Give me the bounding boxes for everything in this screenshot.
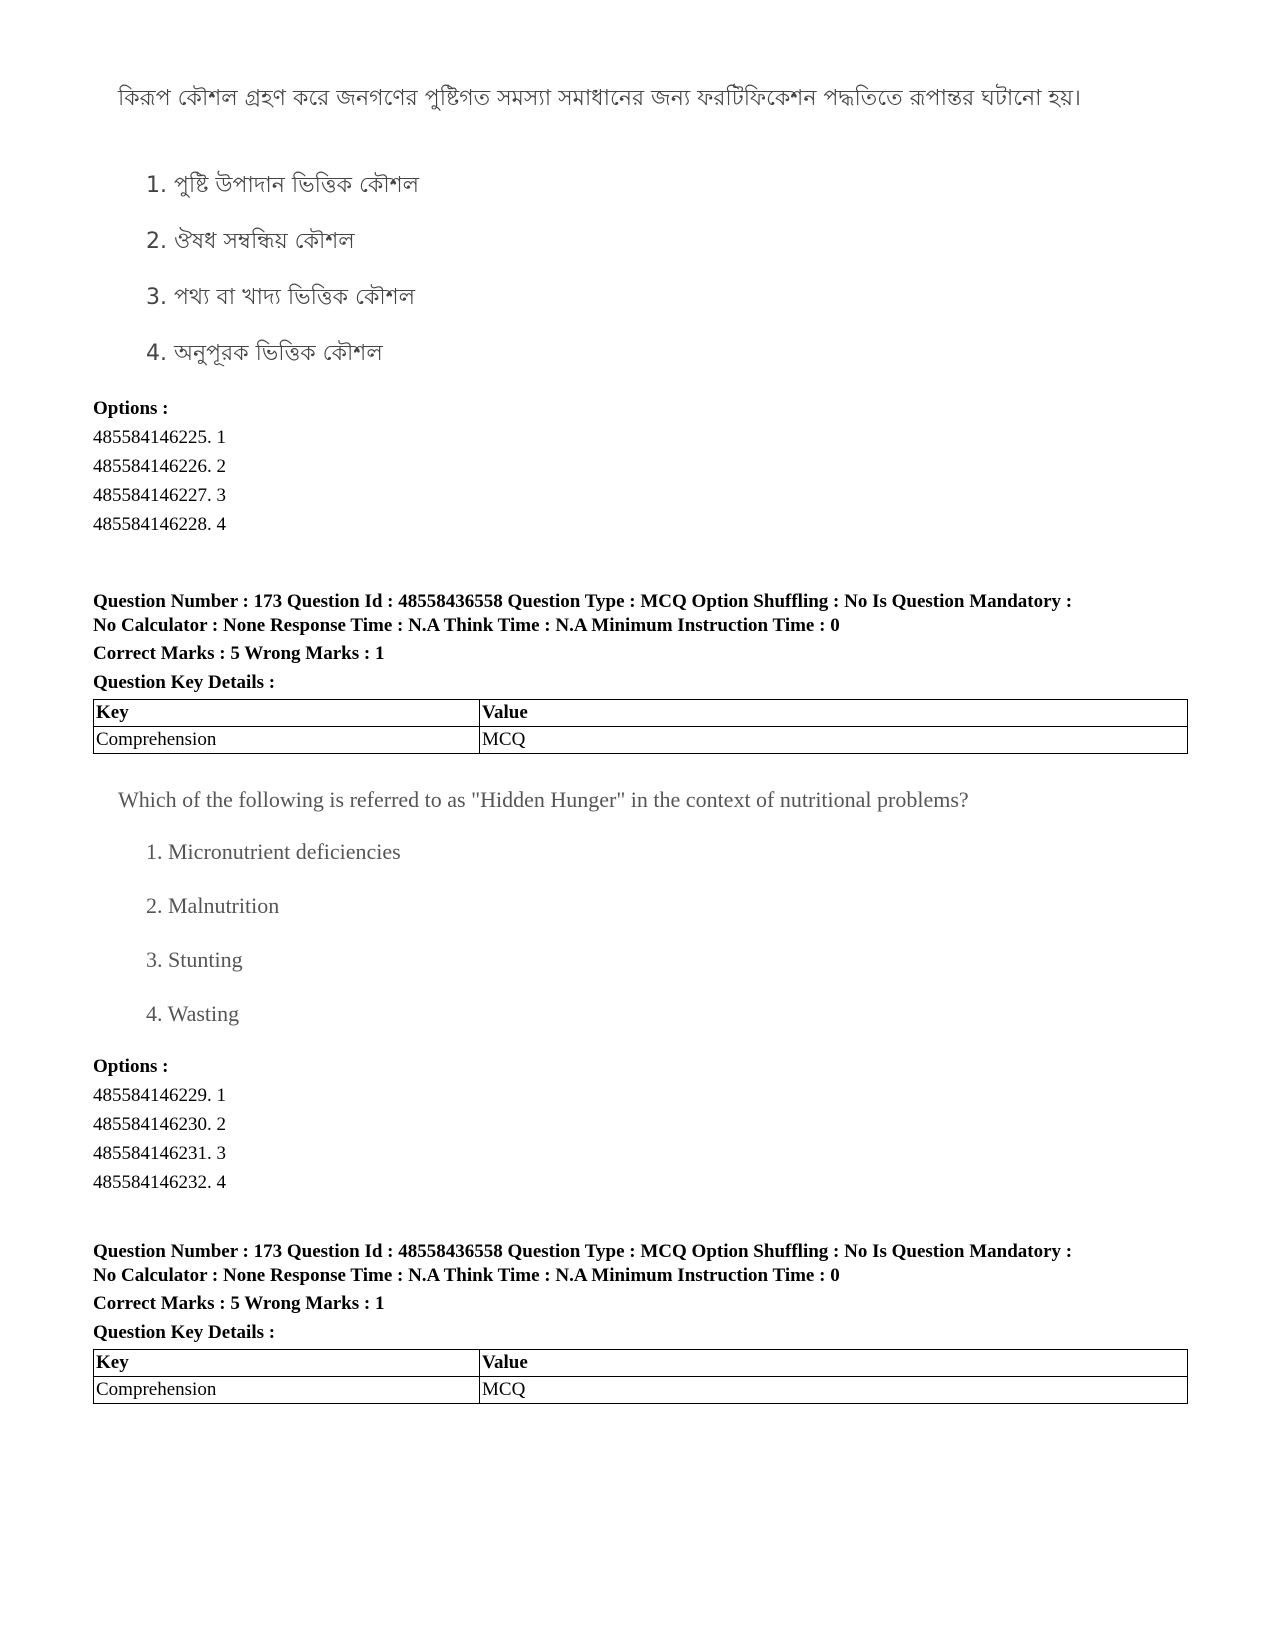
question-3-meta	[93, 1240, 1188, 1404]
question-meta-line-1: Question Number : 173 Question Id : 48558436558 Question Type : MCQ Option Shuffling : No Is Question Mandatory :	[93, 1241, 1073, 1262]
question-1-choice-1: 1. পুষ্টি উপাদান ভিত্তিক কৌশল	[146, 173, 420, 198]
option-item: 485584146226. 2	[93, 456, 226, 477]
question-2-choice-3: 3. Stunting	[146, 947, 243, 972]
table-cell-value: MCQ	[480, 727, 1188, 754]
option-item: 485584146230. 2	[93, 1114, 226, 1135]
question-1-choice-3: 3. পথ্য বা খাদ্য ভিত্তিক কৌশল	[146, 285, 416, 310]
marks-line: Correct Marks : 5 Wrong Marks : 1	[93, 643, 385, 664]
table-row	[94, 727, 1188, 754]
key-details-label: Question Key Details :	[93, 1322, 276, 1343]
table-cell-key: Comprehension	[94, 727, 480, 754]
options-label: Options :	[93, 1056, 169, 1077]
option-item: 485584146231. 3	[93, 1143, 226, 1164]
question-meta-line-2: No Calculator : None Response Time : N.A Think Time : N.A Minimum Instruction Time : 0	[93, 615, 840, 636]
table-header-row	[94, 1350, 1188, 1377]
question-1-text: কিরূপ কৌশল গ্রহণ করে জনগণের পুষ্টিগত সমস্যা সমাধানের জন্য ফরটিফিকেশন পদ্ধতিতে রূপান্তর ঘটানো হয়।	[118, 86, 1081, 111]
option-item: 485584146229. 1	[93, 1085, 226, 1106]
option-item: 485584146232. 4	[93, 1172, 226, 1193]
table-header-key: Key	[94, 1350, 480, 1377]
option-item: 485584146227. 3	[93, 485, 226, 506]
table-cell-value: MCQ	[480, 1377, 1188, 1404]
question-2-choice-1: 1. Micronutrient deficiencies	[146, 839, 401, 864]
question-1-choice-2: 2. ঔষধ সম্বন্ধিয় কৌশল	[146, 229, 355, 254]
table-header-value: Value	[480, 700, 1188, 727]
option-item: 485584146228. 4	[93, 514, 226, 535]
question-1-image	[118, 82, 1128, 116]
table-header-key: Key	[94, 700, 480, 727]
key-details-table	[93, 1349, 1188, 1404]
question-2-meta	[93, 590, 1188, 754]
key-details-table	[93, 699, 1188, 754]
table-cell-key: Comprehension	[94, 1377, 480, 1404]
table-header-row	[94, 700, 1188, 727]
question-1-options	[93, 394, 1188, 539]
question-meta-line-1: Question Number : 173 Question Id : 48558436558 Question Type : MCQ Option Shuffling : No Is Question Mandatory :	[93, 591, 1073, 612]
marks-line: Correct Marks : 5 Wrong Marks : 1	[93, 1293, 385, 1314]
question-meta-line-2: No Calculator : None Response Time : N.A Think Time : N.A Minimum Instruction Time : 0	[93, 1265, 840, 1286]
question-2-choice-4: 4. Wasting	[146, 1001, 240, 1026]
table-row	[94, 1377, 1188, 1404]
question-2-options	[93, 1052, 1188, 1197]
key-details-label: Question Key Details :	[93, 672, 276, 693]
question-1-choice-4: 4. অনুপূরক ভিত্তিক কৌশল	[146, 341, 383, 366]
option-item: 485584146225. 1	[93, 427, 226, 448]
table-header-value: Value	[480, 1350, 1188, 1377]
options-label: Options :	[93, 398, 169, 419]
question-2-choice-2: 2. Malnutrition	[146, 893, 280, 918]
question-2-text: Which of the following is referred to as "Hidden Hunger" in the context of nutritional problems?	[118, 787, 969, 812]
